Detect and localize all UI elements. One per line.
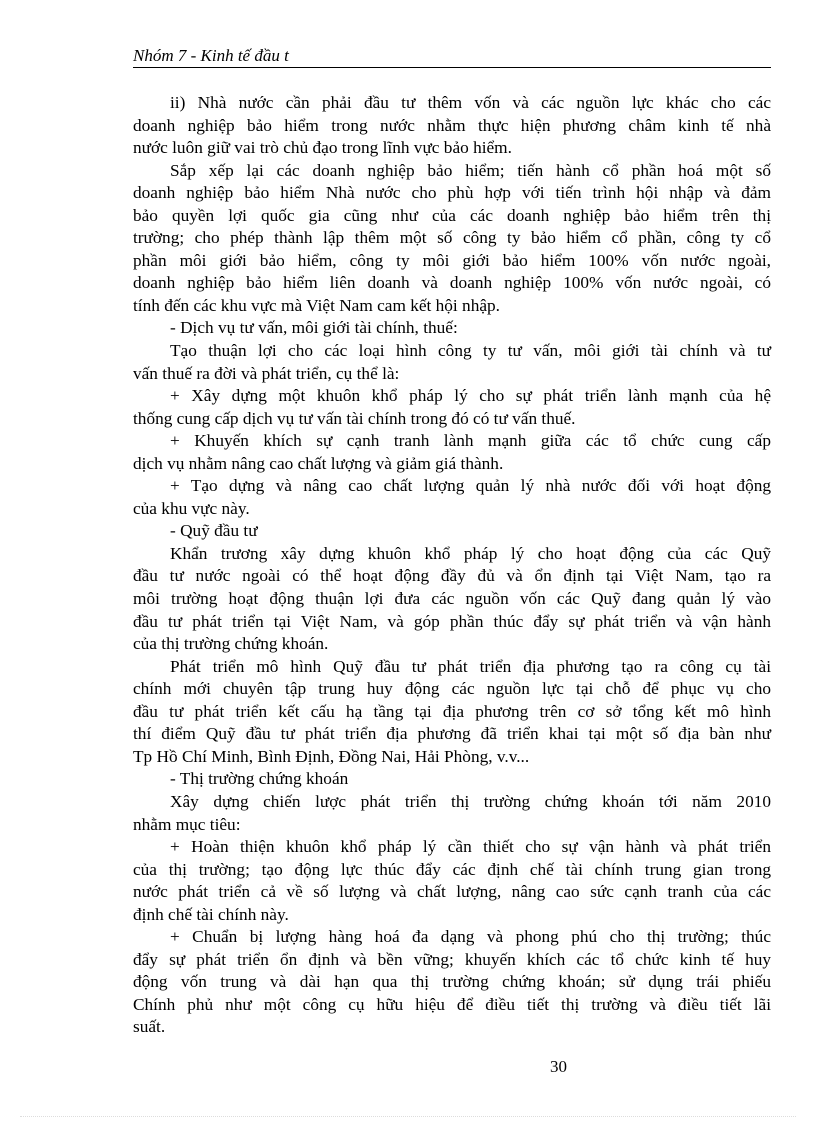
paragraph <box>133 926 771 1039</box>
running-header: Nhóm 7 - Kinh tế đầu t <box>133 46 771 68</box>
text-line: doanh nghiệp bảo hiểm liên doanh và doanh nghiệp 100% vốn nước ngoài, có <box>133 273 771 293</box>
text-line: doanh nghiệp bảo hiểm Nhà nước cho phù hợp với tiến trình hội nhập và đảm <box>133 183 771 203</box>
text-line: đầu tư phát triển kết cấu hạ tầng tại địa phương trên cơ sở tổng kết mô hình <box>133 701 771 721</box>
page-number: 30 <box>550 1057 567 1076</box>
text-line: Tp Hồ Chí Minh, Bình Định, Đồng Nai, Hải Phòng, v.v... <box>133 746 530 766</box>
text-line: của khu vực này. <box>133 498 250 518</box>
paragraph <box>133 385 771 430</box>
text-line: Phát triển mô hình Quỹ đầu tư phát triển địa phương tạo ra công cụ tài <box>170 656 771 676</box>
text-line: - Dịch vụ tư vấn, môi giới tài chính, thuế: <box>170 318 458 338</box>
text-line: của thị trường; tạo động lực thúc đẩy các định chế tài chính trung gian trong <box>133 859 771 879</box>
paragraph <box>133 475 771 520</box>
text-line: Xây dựng chiến lược phát triển thị trường chứng khoán tới năm 2010 <box>170 791 771 811</box>
text-line: Chính phủ như một công cụ hữu hiệu để điều tiết thị trường và điều tiết lãi <box>133 994 771 1014</box>
text-line: trường; cho phép thành lập thêm một số công ty bảo hiểm cổ phần, công ty cổ <box>133 228 771 248</box>
paragraph <box>133 768 771 791</box>
text-line: ii) Nhà nước cần phải đầu tư thêm vốn và các nguồn lực khác cho các <box>170 93 771 112</box>
text-line: - Quỹ đầu tư <box>170 521 258 541</box>
text-line: vấn thuế ra đời và phát triển, cụ thể là: <box>133 363 400 383</box>
paragraph <box>133 836 771 926</box>
text-line: doanh nghiệp bảo hiểm trong nước nhằm thực hiện phương châm kinh tế nhà <box>133 115 771 135</box>
text-line: + Chuẩn bị lượng hàng hoá đa dạng và phong phú cho thị trường; thúc <box>170 927 771 947</box>
text-line: nước luôn giữ vai trò chủ đạo trong lĩnh vực bảo hiểm. <box>133 138 512 158</box>
paragraph <box>133 92 771 160</box>
text-line: môi trường hoạt động thuận lợi đưa các nguồn vốn các Quỹ đang quản lý vào <box>133 589 771 609</box>
text-line: động vốn trung và dài hạn qua thị trường chứng khoán; sử dụng trái phiếu <box>133 972 771 992</box>
text-line: + Hoàn thiện khuôn khổ pháp lý cần thiết cho sự vận hành và phát triển <box>170 837 771 857</box>
document-body <box>133 92 771 1039</box>
text-line: Sắp xếp lại các doanh nghiệp bảo hiểm; tiến hành cổ phần hoá một số <box>170 160 771 180</box>
text-line: dịch vụ nhằm nâng cao chất lượng và giảm giá thành. <box>133 453 504 473</box>
text-line: chính mới chuyên tập trung huy động các nguồn lực tại chỗ để phục vụ cho <box>133 679 771 699</box>
text-line: thí điểm Quỹ đầu tư phát triển địa phương đã triển khai tại một số địa bàn như <box>133 724 771 744</box>
text-line: đẩy sự phát triển ổn định và bền vững; khuyến khích các tổ chức kinh tế huy <box>133 949 771 969</box>
text-line: đầu tư phát triển tại Việt Nam, và góp phần thúc đẩy sự phát triển và vận hành <box>133 611 771 631</box>
text-line: đầu tư nước ngoài có thể hoạt động đầy đủ và ổn định tại Việt Nam, tạo ra <box>133 566 771 586</box>
paragraph <box>133 430 771 475</box>
paragraph <box>133 340 771 385</box>
text-line: Khẩn trương xây dựng khuôn khổ pháp lý cho hoạt động của các Quỹ <box>170 543 771 563</box>
paragraph <box>133 317 771 340</box>
paragraph <box>133 656 771 769</box>
text-line: phần môi giới bảo hiểm, công ty môi giới bảo hiểm 100% vốn nước ngoài, <box>133 250 771 270</box>
text-line: định chế tài chính này. <box>133 904 289 924</box>
text-line: tính đến các khu vực mà Việt Nam cam kết hội nhập. <box>133 295 500 315</box>
text-line: nước phát triển cả về số lượng và chất lượng, nâng cao sức cạnh tranh của các <box>133 882 771 902</box>
text-line: bảo quyền lợi quốc gia cũng như của các doanh nghiệp bảo hiểm trên thị <box>133 205 771 225</box>
paragraph <box>133 791 771 836</box>
text-line: thống cung cấp dịch vụ tư vấn tài chính trong đó có tư vấn thuế. <box>133 408 576 428</box>
text-line: + Xây dựng một khuôn khổ pháp lý cho sự phát triển lành mạnh của hệ <box>170 386 771 406</box>
text-line: + Tạo dựng và nâng cao chất lượng quản lý nhà nước đối với hoạt động <box>170 476 771 496</box>
text-line: - Thị trường chứng khoán <box>170 769 349 789</box>
text-line: suất. <box>133 1017 166 1037</box>
paragraph <box>133 160 771 318</box>
paragraph <box>133 520 771 543</box>
paragraph <box>133 543 771 656</box>
text-line: của thị trường chứng khoán. <box>133 634 329 654</box>
text-line: + Khuyến khích sự cạnh tranh lành mạnh giữa các tổ chức cung cấp <box>170 431 771 451</box>
text-line: Tạo thuận lợi cho các loại hình công ty tư vấn, môi giới tài chính và tư <box>170 341 771 361</box>
text-line: nhằm mục tiêu: <box>133 814 241 834</box>
page-edge-divider <box>20 1116 796 1117</box>
